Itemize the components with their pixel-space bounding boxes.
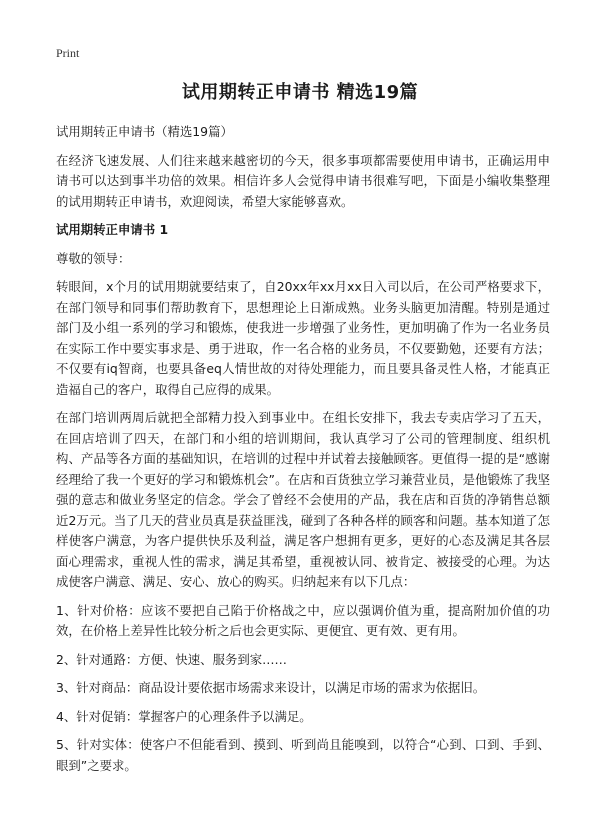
- print-link[interactable]: Print: [56, 46, 80, 60]
- page-title: 试用期转正申请书 精选19篇: [181, 82, 419, 103]
- body-paragraph: 转眼间，x个月的试用期就要结束了，自20xx年xx月xx日入司以后，在公司严格要求下，在部门领导和同事们帮助教育下，思想理论上日渐成熟。业务头脑更加清醒。特别是通过部门及小组一系列的学习和锻炼，使我进一步增强了业务性，更加明确了作为一名业务员在实际工作中要实事求是、勇于进取，作一名合格的业务员，不仅要勤勉，还要有方法；不仅要有iq智商，也要具备eq人情世故的对待处理能力，而且要具备灵性人格，才能真正造福自己的客户，取得自己应得的成果。: [56, 279, 550, 397]
- document-subtitle: 试用期转正申请书（精选19篇）: [56, 124, 233, 139]
- list-item: 5、针对实体：使客户不但能看到、摸到、听到尚且能嗅到，以符合“心到、口到、手到、眼到”之要求。: [56, 737, 550, 773]
- list-item: 3、针对商品：商品设计要依据市场需求来设计，以满足市场的需求为依据旧。: [56, 680, 486, 695]
- body-paragraph: 在部门培训两周后就把全部精力投入到事业中。在组长安排下，我去专卖店学习了五天，在回店培训了四天，在部门和小组的培训期间，我认真学习了公司的管理制度、组织机构、产品等各方面的基础知识，在培训的过程中并试着去接触顾客。更值得一提的是“感谢经理给了我一个更好的学习和锻炼机会”。在店和百货独立学习兼营业员，是他锻炼了我坚强的意志和做业务坚定的信念。学会了曾经不会使用的产品，我在店和百货的净销售总额近2万元。当了几天的营业员真是获益匪浅，碰到了各种各样的顾客和问题。基本知道了怎样使客户满意，为客户提供快乐及利益，满足客户想拥有更多，更好的心态及满足其各层面心理需求，重视人性的需求，满足其希望，重视被认同、被肯定、被接受的心理。为达成使客户满意、满足、安心、放心的购买。归纳起来有以下几点：: [56, 410, 550, 589]
- intro-paragraph: 在经济飞速发展、人们往来越来越密切的今天，很多事项都需要使用申请书，正确运用申请书可以达到事半功倍的效果。相信许多人会觉得申请书很难写吧，下面是小编收集整理的试用期转正申请书，欢迎阅读，希望大家能够喜欢。: [56, 152, 550, 209]
- document-body: [56, 122, 550, 784]
- list-item: 2、针对通路：方便、快速、服务到家……: [56, 651, 287, 667]
- section-heading: 试用期转正申请书 1: [56, 222, 169, 237]
- list-item: 4、针对促销：掌握客户的心理条件予以满足。: [56, 708, 312, 724]
- salutation: 尊敬的领导：: [56, 250, 131, 266]
- list-item: 1、针对价格：应该不要把自己陷于价格战之中，应以强调价值为重，提高附加价值的功效，在价格上差异性比较分析之后也会更实际、更便宜、更有效、更有用。: [56, 602, 550, 638]
